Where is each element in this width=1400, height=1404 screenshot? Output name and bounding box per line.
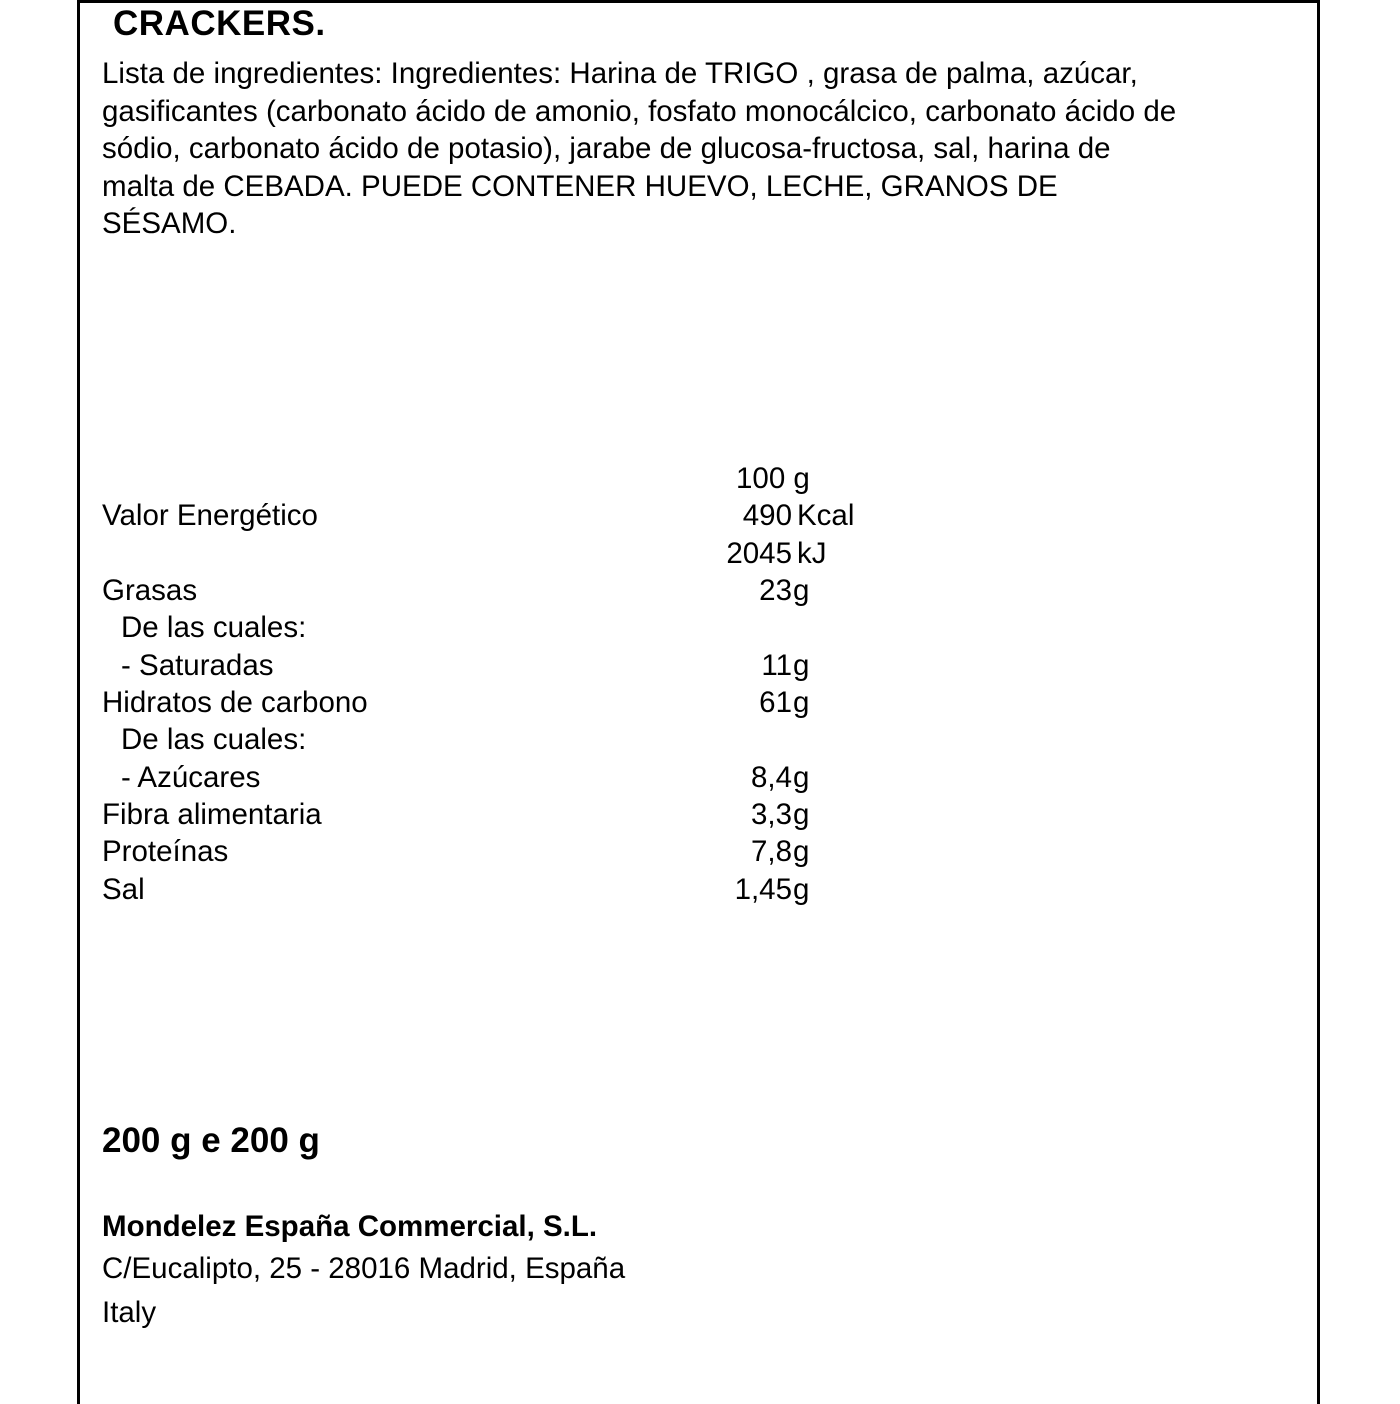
nutrient-value: 23: [759, 574, 792, 607]
nutrient-value: 61: [759, 686, 792, 719]
nutrient-label: - Azúcares: [121, 761, 261, 794]
manufacturer-address: C/Eucalipto, 25 - 28016 Madrid, España: [102, 1252, 626, 1285]
nutrition-row-saturated: [0, 647, 1400, 684]
nutrient-value: 490: [742, 499, 792, 532]
nutrient-value: 2045: [726, 537, 792, 570]
nutrition-row-of-which: [0, 721, 1400, 758]
nutrient-unit: g: [793, 686, 810, 719]
nutrition-row-salt: [0, 871, 1400, 908]
nutrition-row-sugars: [0, 759, 1400, 796]
nutrient-label: De las cuales:: [121, 611, 307, 644]
ingredients-line: sódio, carbonato ácido de potasio), jarabe de glucosa-fructosa, sal, harina de: [102, 132, 1111, 166]
nutrient-unit: g: [793, 761, 810, 794]
nutrient-label: Proteínas: [102, 835, 229, 868]
nutrient-unit: g: [793, 574, 810, 607]
nutrition-row-carbohydrates: [0, 684, 1400, 721]
nutrition-row-energy-kj: [0, 535, 1400, 572]
nutrition-row-fat: [0, 572, 1400, 609]
ingredients-line: malta de CEBADA. PUEDE CONTENER HUEVO, LECHE, GRANOS DE: [102, 169, 1058, 203]
nutrient-value: 11: [761, 649, 792, 682]
nutrient-unit: g: [793, 798, 810, 831]
ingredients-list: [102, 55, 1297, 243]
nutrient-unit: g: [793, 835, 810, 868]
nutrient-unit: kJ: [797, 537, 827, 570]
nutrient-unit: Kcal: [797, 499, 855, 532]
ingredients-line: gasificantes (carbonato ácido de amonio, fosfato monocálcico, carbonato ácido de: [102, 94, 1177, 128]
nutrient-label: Fibra alimentaria: [102, 798, 322, 831]
nutrient-label: - Saturadas: [121, 649, 274, 682]
ingredients-line: SÉSAMO.: [102, 207, 237, 241]
nutrient-value: 3,3: [750, 798, 792, 831]
manufacturer-name: Mondelez España Commercial, S.L.: [102, 1210, 598, 1243]
product-title: CRACKERS.: [113, 4, 326, 43]
nutrition-row-fiber: [0, 796, 1400, 833]
nutrition-column-header: 100 g: [736, 462, 810, 495]
nutrient-value: 7,8: [750, 835, 792, 868]
nutrient-label: Hidratos de carbono: [102, 686, 368, 719]
nutrient-label: Sal: [102, 873, 145, 906]
nutrient-label: Valor Energético: [102, 499, 318, 532]
nutrient-value: 8,4: [750, 761, 792, 794]
nutrient-unit: g: [793, 649, 810, 682]
country-of-origin: Italy: [102, 1296, 157, 1329]
nutrient-label: De las cuales:: [121, 723, 307, 756]
net-weight: 200 g e 200 g: [102, 1121, 320, 1160]
nutrient-unit: g: [793, 873, 810, 906]
nutrient-value: 1,45: [734, 873, 792, 906]
nutrition-row-protein: [0, 833, 1400, 870]
ingredients-line: Lista de ingredientes: Ingredientes: Harina de TRIGO , grasa de palma, azúcar,: [102, 57, 1138, 90]
nutrition-row-of-which: [0, 609, 1400, 646]
nutrient-label: Grasas: [102, 574, 198, 607]
nutrition-row-energy-kcal: [0, 497, 1400, 534]
